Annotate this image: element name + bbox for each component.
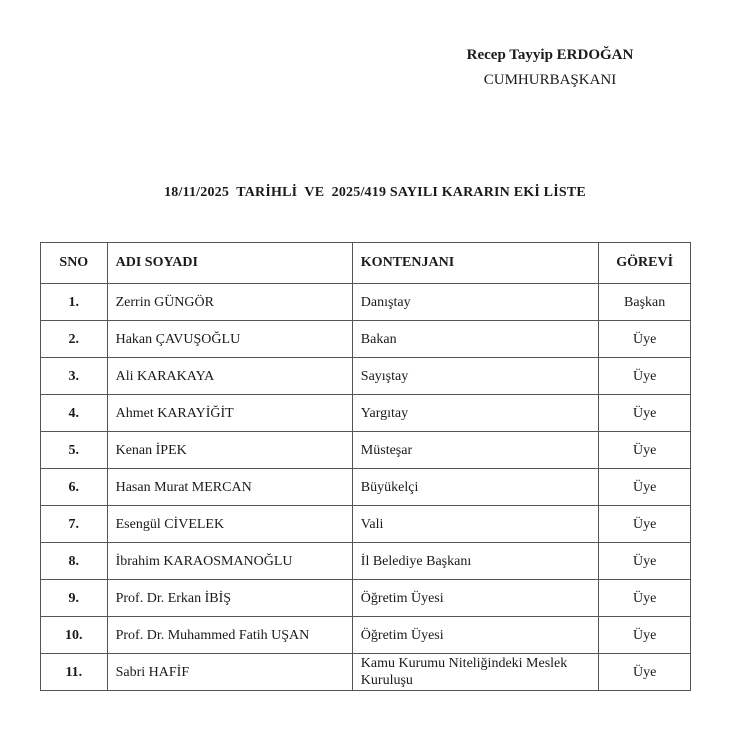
row-quota: Sayıştay	[352, 358, 599, 395]
table-body	[41, 284, 691, 691]
table-row	[41, 580, 691, 617]
row-quota: Öğretim Üyesi	[352, 580, 599, 617]
row-name: Kenan İPEK	[107, 432, 352, 469]
table-row	[41, 469, 691, 506]
row-role: Üye	[599, 617, 691, 654]
row-role: Üye	[599, 358, 691, 395]
table-row	[41, 395, 691, 432]
row-role: Üye	[599, 580, 691, 617]
table-row	[41, 358, 691, 395]
row-name: İbrahim KARAOSMANOĞLU	[107, 543, 352, 580]
row-name: Hakan ÇAVUŞOĞLU	[107, 321, 352, 358]
row-role: Üye	[599, 321, 691, 358]
row-sno: 7.	[41, 506, 108, 543]
table-row	[41, 617, 691, 654]
row-sno: 5.	[41, 432, 108, 469]
signature-block	[400, 44, 700, 91]
row-sno: 11.	[41, 654, 108, 691]
header-role: GÖREVİ	[599, 243, 691, 284]
table-row	[41, 543, 691, 580]
table-row	[41, 321, 691, 358]
row-role: Üye	[599, 543, 691, 580]
row-sno: 6.	[41, 469, 108, 506]
table-row	[41, 284, 691, 321]
header-quota: KONTENJANI	[352, 243, 599, 284]
row-role: Üye	[599, 506, 691, 543]
row-sno: 1.	[41, 284, 108, 321]
row-name: Ali KARAKAYA	[107, 358, 352, 395]
row-role: Üye	[599, 654, 691, 691]
row-role: Üye	[599, 395, 691, 432]
row-name: Hasan Murat MERCAN	[107, 469, 352, 506]
row-sno: 4.	[41, 395, 108, 432]
row-name: Esengül CİVELEK	[107, 506, 352, 543]
row-quota: Yargıtay	[352, 395, 599, 432]
row-sno: 3.	[41, 358, 108, 395]
row-quota: Büyükelçi	[352, 469, 599, 506]
table-row	[41, 506, 691, 543]
row-name: Zerrin GÜNGÖR	[107, 284, 352, 321]
row-quota: Danıştay	[352, 284, 599, 321]
row-sno: 2.	[41, 321, 108, 358]
row-quota: İl Belediye Başkanı	[352, 543, 599, 580]
row-quota: Bakan	[352, 321, 599, 358]
row-sno: 9.	[41, 580, 108, 617]
table-row	[41, 432, 691, 469]
row-quota: Öğretim Üyesi	[352, 617, 599, 654]
member-table	[40, 242, 691, 691]
row-sno: 8.	[41, 543, 108, 580]
signer-name: Recep Tayyip ERDOĞAN	[466, 47, 634, 63]
signer-title: CUMHURBAŞKANI	[483, 72, 617, 88]
list-title: 18/11/2025 TARİHLİ VE 2025/419 SAYILI KARARIN EKİ LİSTE	[164, 185, 586, 200]
row-quota: Kamu Kurumu Niteliğindeki Meslek Kuruluşu	[352, 654, 599, 691]
table-header-row	[41, 243, 691, 284]
table-row	[41, 654, 691, 691]
row-quota: Müsteşar	[352, 432, 599, 469]
row-name: Sabri HAFİF	[107, 654, 352, 691]
row-role: Başkan	[599, 284, 691, 321]
row-name: Prof. Dr. Erkan İBİŞ	[107, 580, 352, 617]
row-quota: Vali	[352, 506, 599, 543]
row-role: Üye	[599, 432, 691, 469]
header-name: ADI SOYADI	[107, 243, 352, 284]
row-sno: 10.	[41, 617, 108, 654]
row-role: Üye	[599, 469, 691, 506]
row-name: Ahmet KARAYİĞİT	[107, 395, 352, 432]
header-sno: SNO	[41, 243, 108, 284]
row-name: Prof. Dr. Muhammed Fatih UŞAN	[107, 617, 352, 654]
